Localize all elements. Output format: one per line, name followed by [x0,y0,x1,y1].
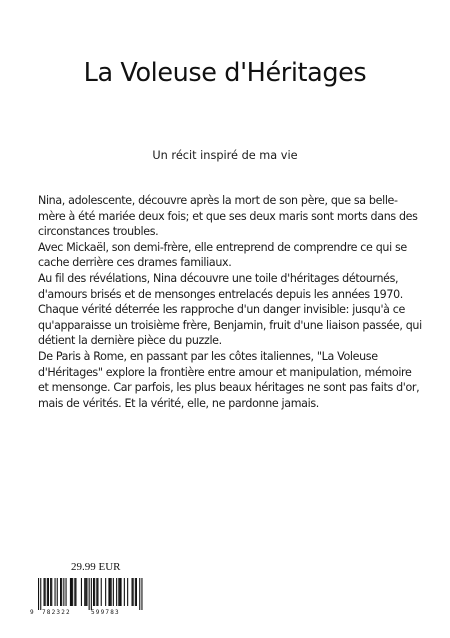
barcode-bar [121,578,122,606]
book-title: La Voleuse d'Héritages [83,58,367,88]
blurb-paragraph: Nina, adolescente, découvre après la mort de son père, que sa belle-mère à été mariée deux fois; et que ses deux maris sont morts dans des circonstances troubles. [38,194,418,239]
blurb-paragraph: Avec Mickaël, son demi-frère, elle entreprend de comprendre ce qui se cache derrière ces drames familiaux. [38,240,407,270]
barcode-bar [111,578,112,606]
barcode-bar [119,578,120,606]
barcode-left-digits: 782322 [42,609,71,616]
barcode-bars [38,578,143,610]
isbn-barcode [29,576,145,616]
barcode-bar [93,578,94,606]
barcode-bar [40,578,41,610]
barcode-bar [61,578,62,606]
barcode-bar [86,578,87,606]
barcode-bar [105,578,106,606]
barcode-bar [57,578,58,606]
price-label: 29.99 EUR [71,561,121,573]
barcode-bar [141,578,142,610]
barcode-bar [66,578,67,606]
barcode-bar [127,578,128,606]
barcode-right-digits: 599783 [91,609,120,616]
barcode-bar [60,578,61,606]
blurb-paragraph: Au fil des révélations, Nina découvre une toile d'héritages détournés, d'amours brisés et de mensonges entrelacés depuis les années 1970. [38,271,403,301]
barcode-bar [132,578,133,606]
barcode-lead-digit: 9 [30,609,34,616]
barcode-bar [110,578,111,606]
barcode-bar [97,578,98,606]
barcode-bar [101,578,102,606]
barcode-bar [89,578,90,610]
barcode-bar [50,578,51,606]
barcode-bar [118,578,119,606]
barcode-bar [75,578,76,606]
barcode-bar [136,578,137,606]
barcode-bar [47,578,48,606]
barcode-bar [124,578,125,606]
barcode-bar [108,578,109,606]
barcode-bar [91,578,92,610]
barcode-bar [85,578,86,606]
barcode-bar [51,578,52,606]
barcode-bar [72,578,73,606]
barcode-bar [70,578,71,606]
barcode-bar [133,578,134,606]
barcode-bar [48,578,49,606]
barcode-bar [81,578,82,606]
barcode-bar [55,578,56,606]
barcode-bar [74,578,75,606]
blurb-paragraph: Chaque vérité déterrée les rapproche d'un danger invisible: jusqu'à ce qu'apparaisse un troisième frère, Benjamin, fruit d'une liaison passée, qui détient la dernière pièce du puzzle. [38,303,422,348]
barcode-bar [94,578,95,606]
barcode-bar [135,578,136,606]
barcode-bar [45,578,46,606]
barcode-bar [44,578,45,606]
barcode-bar [38,578,39,610]
barcode-bar [63,578,64,606]
back-cover-blurb [38,193,424,411]
barcode-bar [116,578,117,606]
book-subtitle: Un récit inspiré de ma vie [152,149,298,162]
barcode-bar [139,578,140,610]
blurb-paragraph: De Paris à Rome, en passant par les côtes italiennes, "La Voleuse d'Héritages" explore la frontière entre amour et manipulation, mémoire et mensonge. Car parfois, les plus beaux héritages ne sont pas faits d'or, mais de vérités. Et la vérité, elle, ne pardonne jamais. [38,349,420,410]
barcode-bar [96,578,97,606]
barcode-bar [113,578,114,606]
barcode-bar [71,578,72,606]
barcode-bar [84,578,85,606]
